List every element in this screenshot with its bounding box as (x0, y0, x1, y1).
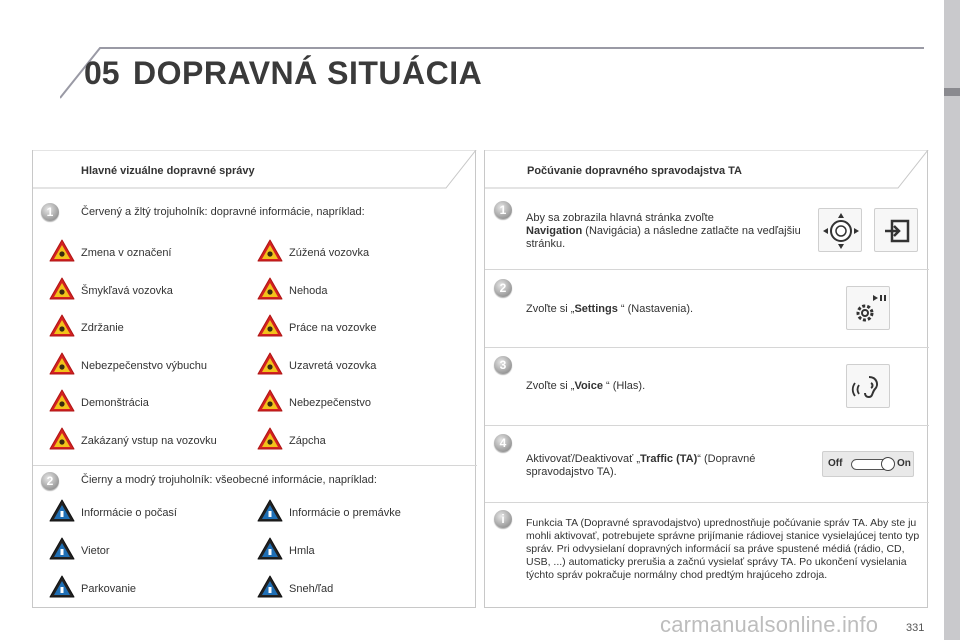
step3-text (526, 380, 645, 393)
step4-text-bold: Traffic (TA) (640, 453, 698, 465)
navigation-joystick-icon (818, 208, 862, 252)
parking-icon (49, 575, 75, 599)
step4-text-post: “ (Dopravné spravodajstvo TA). (526, 453, 756, 478)
no-entry-icon (49, 427, 75, 451)
step-badge-2: 2 (494, 279, 512, 297)
roadworks-icon (257, 314, 283, 338)
sign-label: Vietor (81, 545, 110, 557)
step1-text (526, 212, 806, 251)
sign-label: Práce na vozovke (289, 322, 377, 334)
step1-text-post: (Navigácia) a následne zatlačte na vedľajšiu stránku. (526, 225, 801, 250)
sign-item (49, 389, 249, 417)
step4-text-pre: Aktivovať/Deaktivovať „ (526, 453, 641, 465)
step2-text-bold: Settings (574, 303, 618, 315)
section-divider (33, 465, 477, 466)
side-index-marker (944, 88, 960, 96)
step-badge-4: 4 (494, 434, 512, 452)
toggle-knob (881, 457, 895, 471)
sign-item (257, 427, 457, 455)
demonstration-icon (49, 389, 75, 413)
chapter-header (60, 46, 924, 100)
step-divider (485, 425, 929, 426)
sign-item (257, 352, 457, 380)
sign-label: Zdržanie (81, 322, 124, 334)
sign-label: Sneh/ľad (289, 583, 334, 595)
step2-text-pre: Zvoľte si „ (526, 303, 575, 315)
sign-item (257, 499, 457, 527)
sign-label: Uzavretá vozovka (289, 359, 377, 372)
sign-item (257, 239, 457, 267)
sign-label: Nehoda (289, 284, 328, 297)
sign-label: Zakázaný vstup na vozovku (81, 434, 217, 447)
sign-item (49, 352, 249, 380)
road-closed-icon (257, 352, 283, 376)
sign-label: Zmena v označení (81, 247, 172, 259)
sign-item (49, 314, 249, 342)
sign-change-icon (49, 239, 75, 263)
weather-icon (49, 499, 75, 523)
sign-label: Zápcha (289, 434, 326, 447)
step2-text (526, 303, 693, 316)
ta-toggle[interactable] (822, 451, 914, 477)
sign-label: Parkovanie (81, 583, 137, 595)
sign-item (49, 427, 249, 455)
info-text: Funkcia TA (Dopravné spravodajstvo) uprednostňuje počúvanie správ TA. Aby ste ju mohli aktivovať, potrebujete správne prijímanie rádiovej stanice vysielajúcej tento typ správ. Pri odvysielaní dopravných informácií sa práve spustené médiá (rádio, CD, USB, ...) automaticky prerušia a začnú vysielať správy TA. Po ukončení vysielania týchto správ pokračuje normálny chod predtým hrajúceho zdroja. (526, 517, 920, 581)
right-panel-header (485, 150, 927, 190)
step-divider (485, 269, 929, 270)
info-icon: i (494, 510, 512, 528)
sign-item (49, 499, 249, 527)
step2-text-post: “ (Nastavenia). (620, 303, 694, 315)
step3-text-post: “ (Hlas). (606, 380, 646, 392)
step-divider (485, 502, 929, 503)
sign-item (49, 277, 249, 305)
step4-text (526, 453, 816, 479)
section1-intro: Červený a žltý trojuholník: dopravné informácie, napríklad: (81, 206, 365, 218)
sign-label: Nebezpečenstvo výbuchu (81, 359, 207, 372)
page-number: 331 (906, 622, 925, 634)
side-index-bar (944, 0, 960, 640)
step1-text-pre: Aby sa zobrazila hlavná stránka zvoľte (526, 212, 714, 224)
step1-text-bold: Navigation (526, 225, 583, 237)
traffic-info-icon (257, 499, 283, 523)
sign-label: Informácie o počasí (81, 507, 177, 519)
sign-item (257, 537, 457, 565)
step-badge-3: 3 (494, 356, 512, 374)
chapter-title: DOPRAVNÁ SITUÁCIA (133, 55, 483, 91)
sign-label: Šmykľavá vozovka (81, 284, 173, 297)
toggle-on-label: On (897, 458, 911, 469)
step-divider (485, 347, 929, 348)
slippery-road-icon (49, 277, 75, 301)
traffic-jam-icon (257, 427, 283, 451)
toggle-off-label: Off (828, 458, 843, 469)
sign-item (49, 239, 249, 267)
sign-item (257, 277, 457, 305)
danger-icon (257, 389, 283, 413)
voice-icon (846, 364, 890, 408)
sign-label: Demonštrácia (81, 397, 149, 409)
watermark: carmanualsonline.info (660, 612, 879, 637)
sign-label: Nebezpečenstvo (289, 397, 371, 409)
step-badge-1: 1 (494, 201, 512, 219)
step-badge-2: 2 (41, 472, 59, 490)
sign-item (257, 314, 457, 342)
chapter-number: 05 (84, 55, 120, 91)
road-narrows-icon (257, 239, 283, 263)
accident-icon (257, 277, 283, 301)
settings-icon (846, 286, 890, 330)
step-badge-1: 1 (41, 203, 59, 221)
snow-ice-icon (257, 575, 283, 599)
fog-icon (257, 537, 283, 561)
sign-item (257, 575, 457, 603)
next-page-icon (874, 208, 918, 252)
sign-item (49, 537, 249, 565)
sign-label: Hmla (289, 545, 315, 557)
step3-text-pre: Zvoľte si „ (526, 380, 575, 392)
sign-item (49, 575, 249, 603)
sign-item (257, 389, 457, 417)
section2-intro: Čierny a modrý trojuholník: všeobecné informácie, napríklad: (81, 474, 377, 486)
left-panel (32, 150, 476, 608)
sign-label: Informácie o premávke (289, 507, 401, 519)
explosion-danger-icon (49, 352, 75, 376)
sign-label: Zúžená vozovka (289, 247, 370, 259)
left-panel-title: Hlavné vizuálne dopravné správy (81, 165, 255, 177)
step3-text-bold: Voice (574, 380, 603, 392)
delay-clock-icon (49, 314, 75, 338)
wind-icon (49, 537, 75, 561)
left-panel-header (33, 150, 475, 190)
right-panel-title: Počúvanie dopravného spravodajstva TA (527, 165, 742, 177)
